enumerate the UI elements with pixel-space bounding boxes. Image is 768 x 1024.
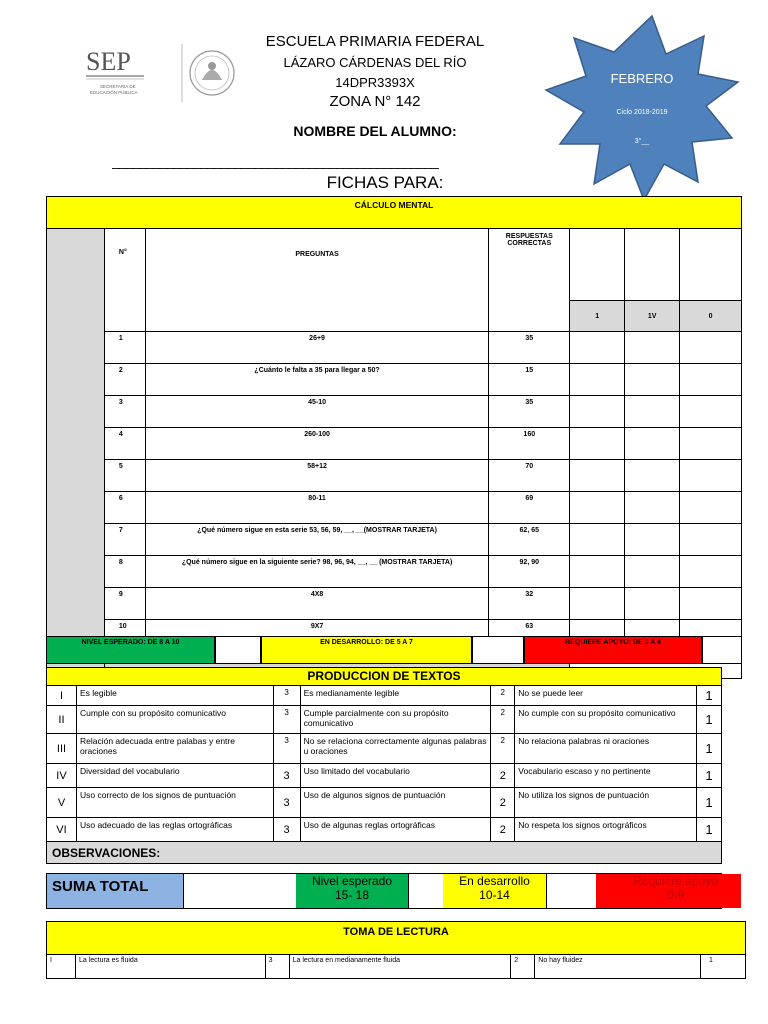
score-3[interactable]: 3: [273, 818, 300, 842]
criterion-mid: La lectura en medianamente fluida: [289, 955, 511, 979]
requiere-apoyo-text: Requiere apoyo: [633, 874, 718, 888]
score-1[interactable]: 1: [696, 686, 721, 706]
produccion-row-4: [47, 764, 722, 788]
score-3[interactable]: 3: [273, 734, 300, 764]
question-row-3: [47, 396, 742, 428]
score-2[interactable]: 2: [491, 818, 515, 842]
student-name-line[interactable]: ________________________________________________: [112, 153, 438, 169]
criterion-low: No hay fluidez: [535, 955, 701, 979]
score-3[interactable]: 3: [273, 788, 300, 818]
score-cell[interactable]: [625, 428, 680, 460]
score-2[interactable]: 2: [491, 734, 515, 764]
question-row-8: [47, 556, 742, 588]
calculo-left-margin: [47, 229, 105, 679]
question-answer: 15: [489, 364, 570, 396]
question-number: 6: [104, 492, 145, 524]
criterion-high: Uso adecuado de las reglas ortográficas: [76, 818, 273, 842]
nivel-esperado-cell: [296, 874, 409, 908]
badge-month: FEBRERO: [610, 71, 674, 86]
question-number: 4: [104, 428, 145, 460]
score-cell[interactable]: [625, 556, 680, 588]
criterion-high: Diversidad del vocabulario: [76, 764, 273, 788]
criterion-mid: Es medianamente legible: [300, 686, 491, 706]
score-1[interactable]: 1: [696, 706, 721, 734]
nivel-desarrollo: EN DESARROLLO: DE 5 A 7: [261, 636, 472, 664]
question-text: ¿Qué número sigue en esta serie 53, 56, 59, __, __(MOSTRAR TARJETA): [145, 524, 488, 556]
criterion-mid: No se relaciona correctamente algunas palabras u oraciones: [300, 734, 491, 764]
criterion-roman: VI: [47, 818, 77, 842]
nivel-apoyo-box[interactable]: [702, 636, 742, 664]
question-row-6: [47, 492, 742, 524]
suma-total-row: [46, 873, 722, 909]
criterion-mid: Uso de algunos signos de puntuación: [300, 788, 491, 818]
criterion-roman: III: [47, 734, 77, 764]
question-number: 8: [104, 556, 145, 588]
criterion-roman: I: [47, 955, 76, 979]
produccion-row-2: [47, 706, 722, 734]
produccion-row-1: [47, 686, 722, 706]
requiere-apoyo-range: 0-9: [666, 888, 685, 902]
nivel-esperado-range: 15- 18: [334, 888, 370, 902]
sep-logo-sub2: EDUCACIÓN PÚBLICA: [90, 90, 138, 95]
fichas-title: FICHAS PARA:: [326, 173, 444, 192]
col-preguntas-header: PREGUNTAS: [145, 229, 488, 332]
question-number: 3: [104, 396, 145, 428]
score-cell[interactable]: [570, 332, 625, 364]
lectura-row-1: [47, 955, 746, 979]
score-header-1v: 1V: [625, 301, 680, 332]
badge-star-shape: [546, 16, 738, 200]
badge-grade: 3°__: [634, 138, 650, 145]
question-row-5: [47, 460, 742, 492]
sep-logo: [78, 40, 248, 110]
score-cell[interactable]: [680, 332, 742, 364]
score-cell[interactable]: [570, 588, 625, 620]
question-text: ¿Cuánto le falta a 35 para llegar a 50?: [145, 364, 488, 396]
score-cell[interactable]: [680, 492, 742, 524]
sep-logo-sub1: SECRETARÍA DE: [100, 84, 136, 89]
question-row-2: [47, 364, 742, 396]
school-zone: ZONA N° 142: [329, 93, 421, 110]
suma-total-label: SUMA TOTAL: [47, 874, 184, 908]
score-cell[interactable]: [625, 492, 680, 524]
question-text: 26+9: [145, 332, 488, 364]
student-name-label: NOMBRE DEL ALUMNO:: [293, 123, 457, 139]
criterion-low: No utiliza los signos de puntuación: [515, 788, 697, 818]
score-2[interactable]: 2: [491, 764, 515, 788]
question-text: 80-11: [145, 492, 488, 524]
score-cell[interactable]: [680, 556, 742, 588]
en-desarrollo-cell: [443, 874, 547, 908]
calculo-title: CÁLCULO MENTAL: [47, 197, 742, 229]
question-row-9: [47, 588, 742, 620]
question-answer: 69: [489, 492, 570, 524]
calculo-mental-table: [46, 196, 742, 679]
question-answer: 63: [489, 620, 570, 652]
score-cell[interactable]: [570, 428, 625, 460]
score-blank-3: [680, 229, 742, 301]
score-3[interactable]: 3: [273, 764, 300, 788]
nivel-esperado: NIVEL ESPERADO: DE 8 A 10: [46, 636, 215, 664]
score-2[interactable]: 2: [491, 706, 515, 734]
criterion-low: No respeta los signos ortográficos: [515, 818, 697, 842]
score-cell[interactable]: [680, 460, 742, 492]
col-n-header: N°: [104, 229, 145, 332]
score-cell[interactable]: [570, 524, 625, 556]
score-blank-1: [570, 229, 625, 301]
score-cell[interactable]: [625, 332, 680, 364]
score-cell[interactable]: [680, 524, 742, 556]
score-3[interactable]: 3: [265, 955, 289, 979]
observaciones-label[interactable]: OBSERVACIONES:: [47, 842, 722, 864]
question-answer: 70: [489, 460, 570, 492]
criterion-high: Es legible: [76, 686, 273, 706]
criterion-roman: I: [47, 686, 77, 706]
criterion-low: Vocabulario escaso y no pertinente: [515, 764, 697, 788]
question-answer: 35: [489, 332, 570, 364]
produccion-title: PRODUCCION DE TEXTOS: [47, 668, 722, 686]
criterion-roman: II: [47, 706, 77, 734]
question-text: 4X8: [145, 588, 488, 620]
score-2[interactable]: 2: [511, 955, 535, 979]
score-3[interactable]: 3: [273, 686, 300, 706]
question-text: 45-10: [145, 396, 488, 428]
criterion-high: Uso correcto de los signos de puntuación: [76, 788, 273, 818]
nivel-apoyo: REQUIERE APOYO: DE 0 A 4: [524, 636, 702, 664]
score-cell[interactable]: [570, 396, 625, 428]
produccion-row-6: [47, 818, 722, 842]
criterion-roman: V: [47, 788, 77, 818]
criterion-low: No cumple con su propósito comunicativo: [515, 706, 697, 734]
criterion-mid: Uso de algunas reglas ortográficas: [300, 818, 491, 842]
question-number: 1: [104, 332, 145, 364]
question-answer: 35: [489, 396, 570, 428]
en-desarrollo-range: 10-14: [479, 888, 510, 902]
question-number: 5: [104, 460, 145, 492]
question-answer: 62, 65: [489, 524, 570, 556]
score-3[interactable]: 3: [273, 706, 300, 734]
score-cell[interactable]: [625, 460, 680, 492]
school-name: ESCUELA PRIMARIA FEDERAL: [265, 33, 485, 50]
score-1[interactable]: 1: [701, 955, 746, 979]
score-cell[interactable]: [680, 364, 742, 396]
question-text: ¿Qué número sigue en la siguiente serie? 98, 96, 94, __, __ (MOSTRAR TARJETA): [145, 556, 488, 588]
en-desarrollo-text: En desarrollo: [459, 874, 530, 888]
question-row-7: [47, 524, 742, 556]
question-text: 58+12: [145, 460, 488, 492]
score-header-1: 1: [570, 301, 625, 332]
criterion-high: La lectura es fluida: [75, 955, 265, 979]
nivel-esperado-mark[interactable]: [408, 874, 444, 908]
question-answer: 32: [489, 588, 570, 620]
question-text: 9X7: [145, 620, 488, 652]
score-header-0: 0: [680, 301, 742, 332]
question-answer: 160: [489, 428, 570, 460]
suma-total-value[interactable]: [184, 874, 297, 908]
score-1[interactable]: 1: [696, 788, 721, 818]
criterion-high: Cumple con su propósito comunicativo: [76, 706, 273, 734]
toma-lectura-table: [46, 921, 746, 979]
criterion-mid: Cumple parcialmente con su propósito comunicativo: [300, 706, 491, 734]
school-person: LÁZARO CÁRDENAS DEL RÍO: [283, 55, 467, 70]
score-2[interactable]: 2: [491, 788, 515, 818]
score-1[interactable]: 1: [696, 818, 721, 842]
score-cell[interactable]: [625, 588, 680, 620]
score-2[interactable]: 2: [491, 686, 515, 706]
score-1[interactable]: 1: [696, 764, 721, 788]
score-cell[interactable]: [570, 460, 625, 492]
score-cell[interactable]: [625, 364, 680, 396]
score-cell[interactable]: [625, 396, 680, 428]
score-cell[interactable]: [570, 556, 625, 588]
question-number: 10: [104, 620, 145, 652]
score-cell[interactable]: [680, 428, 742, 460]
question-number: 9: [104, 588, 145, 620]
school-code: 14DPR3393X: [335, 75, 415, 90]
produccion-textos-table: [46, 667, 722, 864]
criterion-high: Relación adecuada entre palabas y entre oraciones: [76, 734, 273, 764]
score-cell[interactable]: [680, 588, 742, 620]
question-number: 2: [104, 364, 145, 396]
score-blank-2: [625, 229, 680, 301]
question-row-4: [47, 428, 742, 460]
sep-logo-text: SEP: [86, 47, 131, 76]
en-desarrollo-mark[interactable]: [546, 874, 597, 908]
criterion-roman: IV: [47, 764, 77, 788]
nivel-desarrollo-box[interactable]: [472, 636, 524, 664]
question-answer: 92, 90: [489, 556, 570, 588]
criterion-mid: Uso limitado del vocabulario: [300, 764, 491, 788]
criterion-low: No relaciona palabras ni oraciones: [515, 734, 697, 764]
question-number: 7: [104, 524, 145, 556]
score-cell[interactable]: [570, 364, 625, 396]
lectura-title: TOMA DE LECTURA: [47, 922, 746, 955]
score-cell[interactable]: [570, 492, 625, 524]
produccion-row-5: [47, 788, 722, 818]
requiere-apoyo-cell: [596, 874, 741, 908]
score-cell[interactable]: [680, 396, 742, 428]
badge-cycle: Ciclo 2018-2019: [616, 109, 668, 116]
criterion-low: No se puede leer: [515, 686, 697, 706]
col-respuestas-header: RESPUESTAS CORRECTAS: [489, 229, 570, 332]
question-row-1: [47, 332, 742, 364]
score-1[interactable]: 1: [696, 734, 721, 764]
produccion-row-3: [47, 734, 722, 764]
question-text: 260-100: [145, 428, 488, 460]
nivel-esperado-text: Nivel esperado: [311, 874, 393, 888]
score-cell[interactable]: [625, 524, 680, 556]
nivel-esperado-box[interactable]: [215, 636, 261, 664]
